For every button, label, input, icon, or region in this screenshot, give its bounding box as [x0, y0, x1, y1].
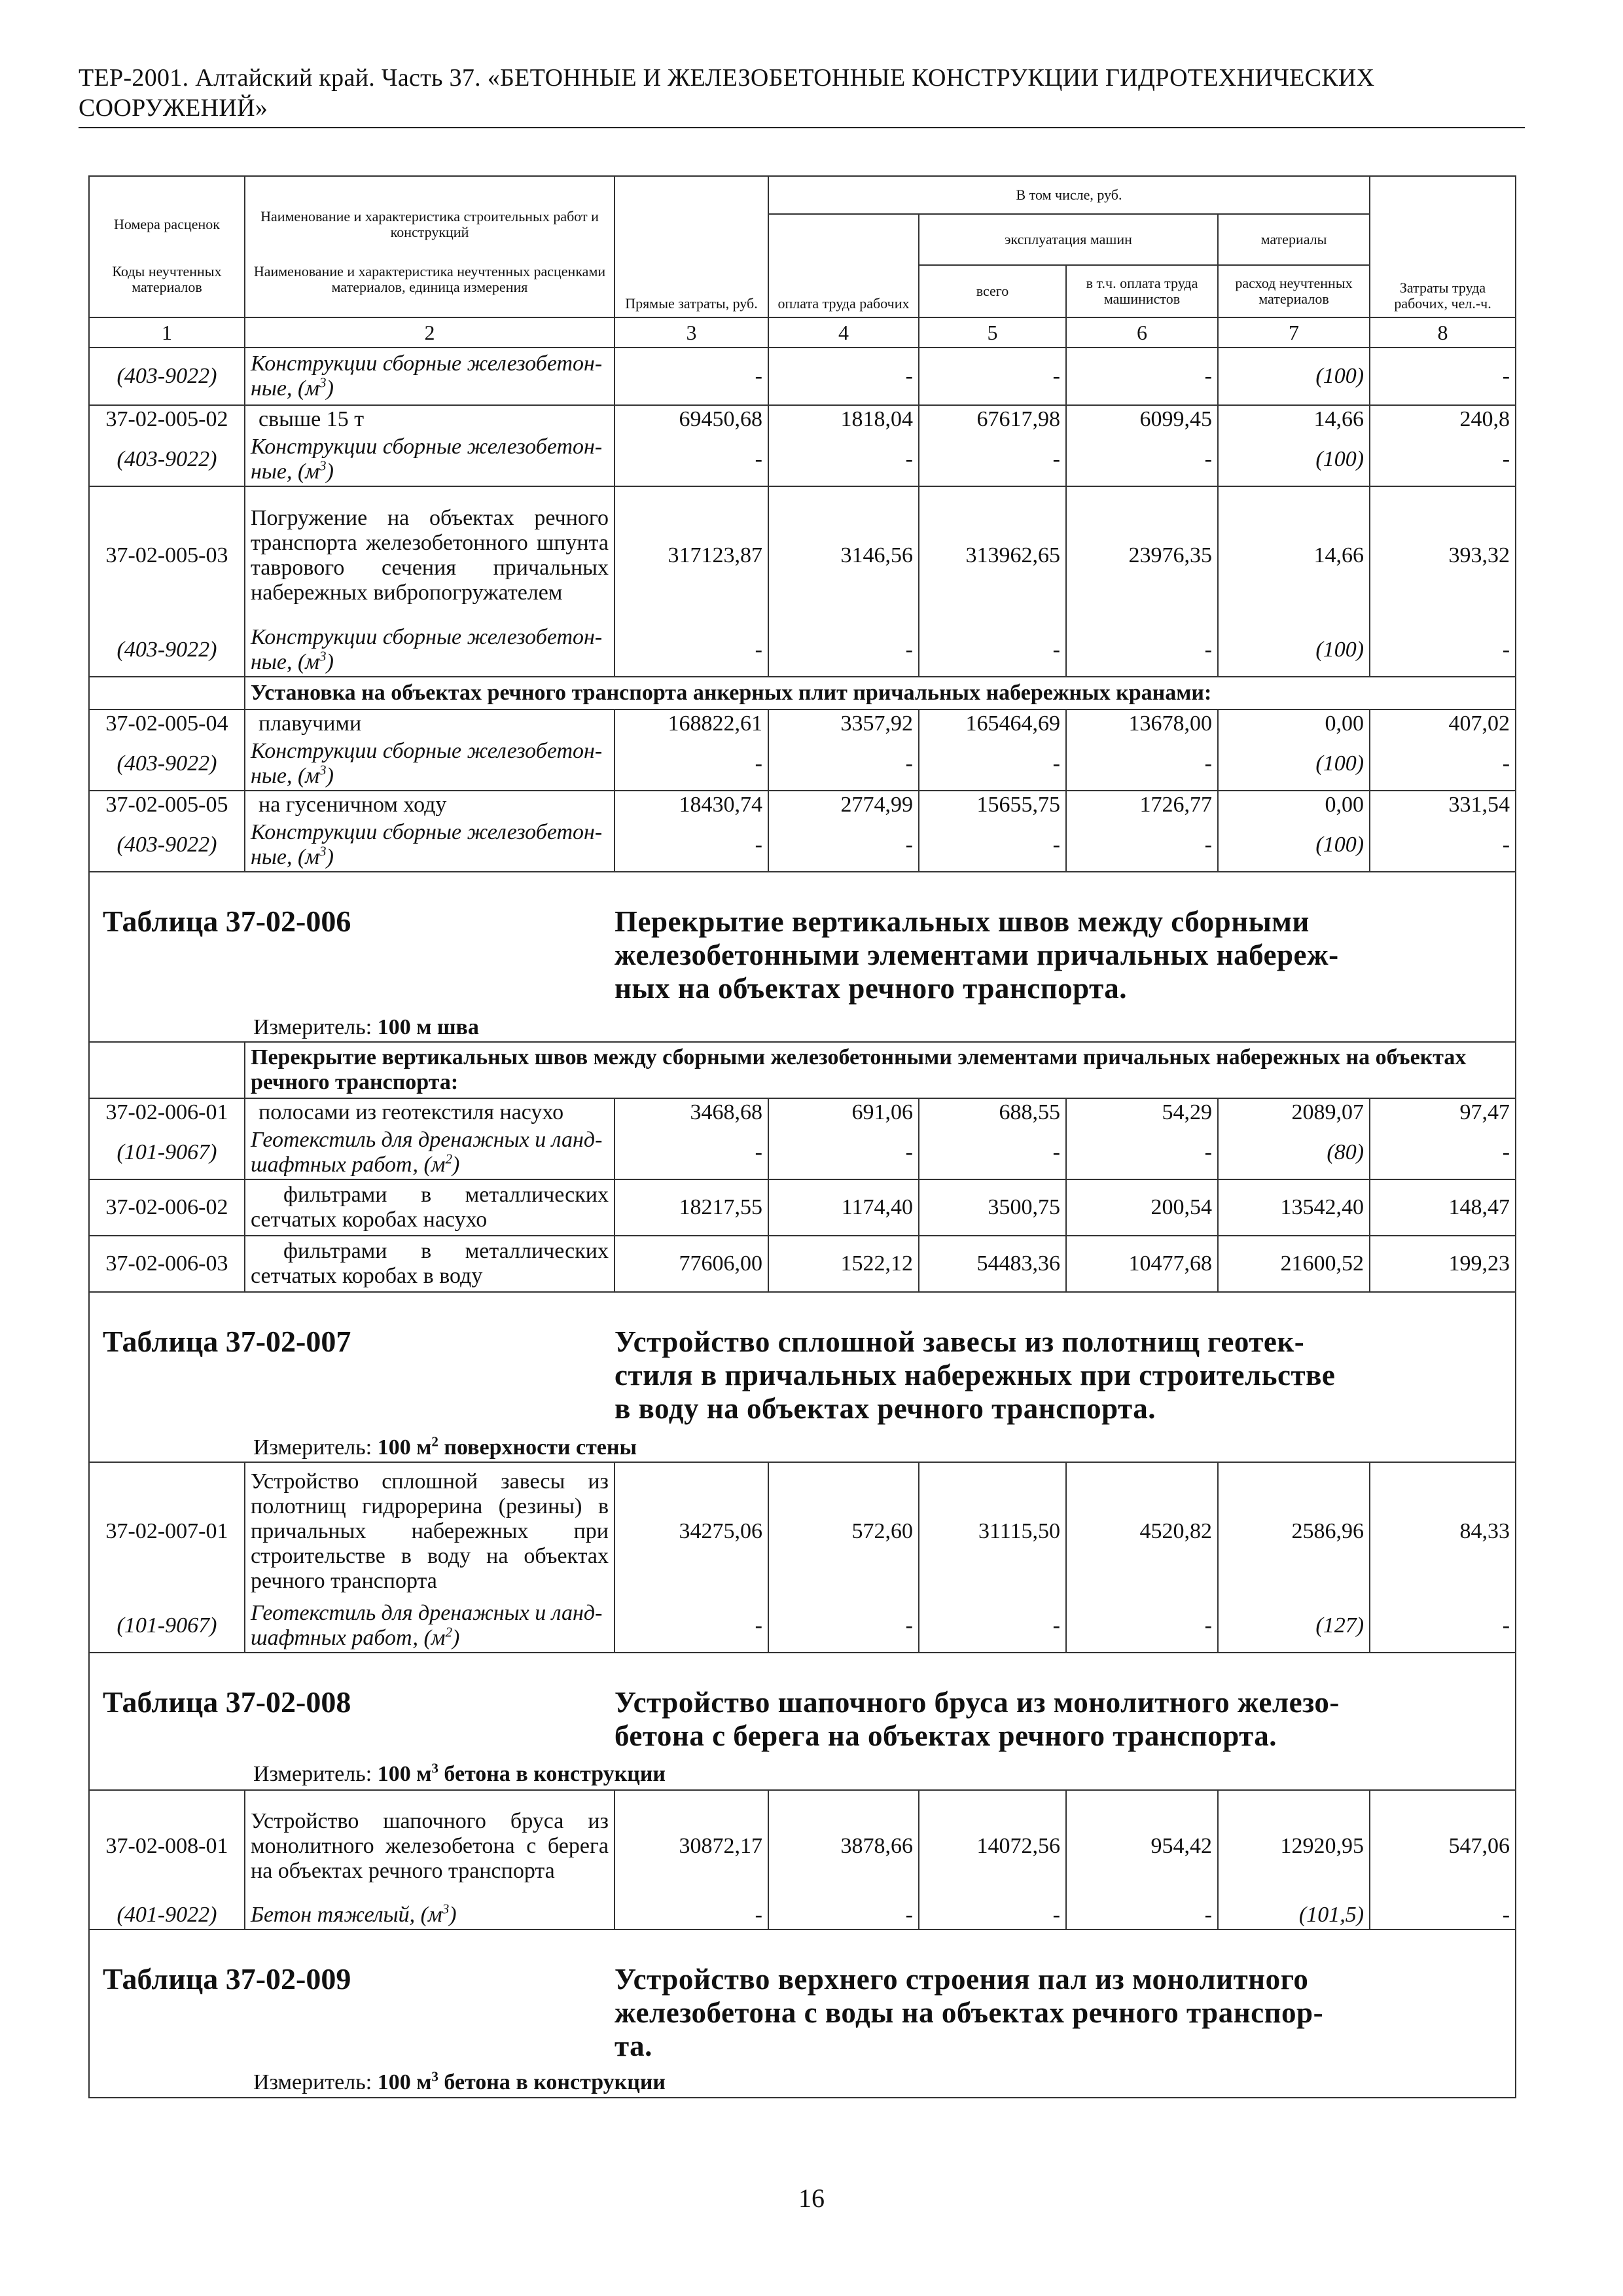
col-number: 6 [1066, 317, 1218, 348]
table-unit: Измеритель: 100 м шва [253, 1015, 479, 1039]
labor-hours: 97,47 [1370, 1098, 1516, 1126]
rate-code: 37-02-006-02 [89, 1179, 245, 1236]
material-cost: 13542,40 [1218, 1179, 1370, 1236]
labor-hours: 199,23 [1370, 1236, 1516, 1292]
direct-cost: 69450,68 [615, 405, 768, 433]
empty-cell: - [919, 738, 1066, 791]
machinist-cost: 13678,00 [1066, 709, 1218, 738]
direct-cost: 317123,87 [615, 486, 768, 624]
material-row [89, 433, 1516, 486]
machinist-cost: 23976,35 [1066, 486, 1218, 624]
table-row [89, 1236, 1516, 1292]
machine-cost: 54483,36 [919, 1236, 1066, 1292]
labor-cost: 2774,99 [768, 791, 919, 819]
empty-cell: - [1370, 738, 1516, 791]
empty-cell: - [615, 1600, 768, 1653]
material-code: (403-9022) [89, 624, 245, 677]
empty-cell: - [919, 433, 1066, 486]
incl-header: В том числе, руб. [768, 176, 1370, 214]
empty-cell: - [1370, 348, 1516, 405]
empty-cell: - [615, 1901, 768, 1929]
section-title: Перекрытие вертикальных швов между сборными железобетонными элементами причальных набережных на объектах речного транспорта: [245, 1042, 1516, 1098]
col1-bottom-label: Коды неучтенных материалов [112, 263, 222, 295]
empty-cell: - [1066, 1126, 1218, 1179]
col-number: 5 [919, 317, 1066, 348]
empty-cell: - [615, 348, 768, 405]
table-title: Таблица 37-02-007 [103, 1325, 351, 1358]
rate-code: 37-02-005-02 [89, 405, 245, 433]
material-name: Бетон тяжелый, $(м^3)$ [245, 1901, 615, 1929]
material-qty: (100) [1218, 348, 1370, 405]
rate-name: плавучими [245, 709, 615, 738]
machine-cost: 15655,75 [919, 791, 1066, 819]
rate-name: фильтрами в металлических сетчатых коробах в воду [245, 1236, 615, 1292]
material-cost: 0,00 [1218, 709, 1370, 738]
material-name: Конструкции сборные железобетон- ные, $(м^3)$ [245, 433, 615, 486]
material-name: Конструкции сборные железобетон- ные, $(м^3)$ [245, 348, 615, 405]
col-number: 4 [768, 317, 919, 348]
empty-cell: - [1066, 1600, 1218, 1653]
material-name: Геотекстиль для дренажных и ланд- шафтных работ, $(м^2)$ [245, 1126, 615, 1179]
table-row [89, 709, 1516, 738]
col2-header [245, 176, 615, 317]
rate-code: 37-02-007-01 [89, 1462, 245, 1600]
col5-header: всего [919, 265, 1066, 317]
empty-cell: - [768, 738, 919, 791]
machine-cost: 31115,50 [919, 1462, 1066, 1600]
table-caption [89, 872, 1516, 1042]
col6-header: в т.ч. оплата труда машинистов [1066, 265, 1218, 317]
machinist-cost: 954,42 [1066, 1790, 1218, 1901]
machinist-cost: 6099,45 [1066, 405, 1218, 433]
rate-code: 37-02-006-03 [89, 1236, 245, 1292]
col-number: 3 [615, 317, 768, 348]
empty-cell: - [768, 1600, 919, 1653]
header-line-2: СООРУЖЕНИЙ» [79, 94, 268, 122]
machinist-cost: 10477,68 [1066, 1236, 1218, 1292]
empty-cell: - [615, 819, 768, 872]
direct-cost: 30872,17 [615, 1790, 768, 1901]
table-row [89, 791, 1516, 819]
rate-name: полосами из геотекстиля насухо [245, 1098, 615, 1126]
section-row [89, 677, 1516, 709]
table-unit: Измеритель: 100 $м^3$ бетона в конструкции [253, 1760, 666, 1786]
empty-cell: - [1370, 624, 1516, 677]
empty-cell: - [615, 624, 768, 677]
machine-cost: 3500,75 [919, 1179, 1066, 1236]
material-row [89, 738, 1516, 791]
empty-cell: - [768, 1126, 919, 1179]
machine-cost: 313962,65 [919, 486, 1066, 624]
table-description: Устройство верхнего строения пал из монолитного железобетона с воды на объектах речного транспор- та. [615, 1963, 1324, 2062]
material-name: Конструкции сборные железобетон- ные, $(м^3)$ [245, 624, 615, 677]
material-cost: 21600,52 [1218, 1236, 1370, 1292]
material-code: (403-9022) [89, 433, 245, 486]
direct-cost: 77606,00 [615, 1236, 768, 1292]
table-header-row [89, 176, 1516, 214]
table-unit: Измеритель: 100 $м^2$ поверхности стены [253, 1433, 637, 1460]
column-numbers-row [89, 317, 1516, 348]
empty-cell: - [919, 819, 1066, 872]
empty-cell: - [919, 1901, 1066, 1929]
col2-top-label: Наименование и характеристика строительных работ и конструкций [260, 208, 599, 240]
material-cost: 0,00 [1218, 791, 1370, 819]
empty-cell: - [768, 819, 919, 872]
material-qty: (101,5) [1218, 1901, 1370, 1929]
table-caption-row [89, 1653, 1516, 1790]
col-number: 8 [1370, 317, 1516, 348]
table-caption-row [89, 872, 1516, 1042]
empty-cell: - [919, 1126, 1066, 1179]
rate-code: 37-02-005-04 [89, 709, 245, 738]
machinist-cost: 4520,82 [1066, 1462, 1218, 1600]
table-caption [89, 1653, 1516, 1790]
material-code: (403-9022) [89, 819, 245, 872]
header-rule [79, 127, 1525, 128]
col1-header [89, 176, 245, 317]
empty-cell: - [1066, 433, 1218, 486]
direct-cost: 34275,06 [615, 1462, 768, 1600]
material-qty: (80) [1218, 1126, 1370, 1179]
empty-cell: - [615, 433, 768, 486]
labor-cost: 3878,66 [768, 1790, 919, 1901]
col1-top-label: Номера расценок [114, 216, 220, 232]
page-header [79, 63, 1531, 123]
table-title: Таблица 37-02-009 [103, 1962, 351, 1996]
table-description: Перекрытие вертикальных швов между сборными железобетонными элементами причальных набереж- ных на объектах речного транспорта. [615, 905, 1339, 1005]
rate-name: Погружение на объектах речного транспорта железобетонного шпунта таврового сечения причальных набережных вибропогружателем [245, 486, 615, 624]
table-row [89, 486, 1516, 624]
table-row [89, 1179, 1516, 1236]
table-caption [89, 1929, 1516, 2098]
empty-cell [89, 1042, 245, 1098]
material-qty: (100) [1218, 738, 1370, 791]
empty-cell: - [1370, 1901, 1516, 1929]
labor-cost: 3146,56 [768, 486, 919, 624]
header-line-1: ТЕР-2001. Алтайский край. Часть 37. «БЕТОННЫЕ И ЖЕЛЕЗОБЕТОННЫЕ КОНСТРУКЦИИ ГИДРОТЕХНИЧЕСКИХ [79, 64, 1375, 92]
section-row [89, 1042, 1516, 1098]
materials-header: материалы [1218, 214, 1370, 265]
material-cost: 14,66 [1218, 486, 1370, 624]
table-caption-row [89, 1929, 1516, 2098]
machine-cost: 688,55 [919, 1098, 1066, 1126]
table-row [89, 405, 1516, 433]
empty-cell: - [1066, 1901, 1218, 1929]
section-title: Установка на объектах речного транспорта анкерных плит причальных набережных кранами: [245, 677, 1516, 709]
rate-name: Устройство шапочного бруса из монолитного железобетона с берега на объектах речного транспорта [245, 1790, 615, 1901]
empty-cell: - [1066, 624, 1218, 677]
table-row [89, 1462, 1516, 1600]
labor-hours: 84,33 [1370, 1462, 1516, 1600]
material-cost: 14,66 [1218, 405, 1370, 433]
material-row [89, 819, 1516, 872]
material-name: Конструкции сборные железобетон- ные, $(м^3)$ [245, 738, 615, 791]
col7-header: расход неучтенных материалов [1218, 265, 1370, 317]
material-qty: (100) [1218, 433, 1370, 486]
material-qty: (100) [1218, 624, 1370, 677]
rates-table [88, 175, 1516, 2098]
empty-cell: - [768, 348, 919, 405]
table-title: Таблица 37-02-008 [103, 1685, 351, 1719]
material-row [89, 348, 1516, 405]
rate-code: 37-02-005-03 [89, 486, 245, 624]
machinist-cost: 54,29 [1066, 1098, 1218, 1126]
material-code: (401-9022) [89, 1901, 245, 1929]
empty-cell: - [768, 1901, 919, 1929]
material-cost: 2586,96 [1218, 1462, 1370, 1600]
empty-cell: - [1066, 738, 1218, 791]
table-row [89, 1098, 1516, 1126]
material-code: (403-9022) [89, 738, 245, 791]
machine-cost: 165464,69 [919, 709, 1066, 738]
labor-cost: 1174,40 [768, 1179, 919, 1236]
empty-cell: - [919, 1600, 1066, 1653]
empty-cell: - [615, 738, 768, 791]
rate-name: фильтрами в металлических сетчатых коробах насухо [245, 1179, 615, 1236]
empty-cell: - [615, 1126, 768, 1179]
machines-header: эксплуатация машин [919, 214, 1218, 265]
labor-hours: 331,54 [1370, 791, 1516, 819]
material-cost: 2089,07 [1218, 1098, 1370, 1126]
direct-cost: 18430,74 [615, 791, 768, 819]
machine-cost: 14072,56 [919, 1790, 1066, 1901]
col4-header: оплата труда рабочих [768, 214, 919, 317]
table-description: Устройство шапочного бруса из монолитного железо- бетона с берега на объектах речного транспорта. [615, 1686, 1340, 1752]
table-caption-row [89, 1292, 1516, 1462]
material-code: (101-9067) [89, 1600, 245, 1653]
empty-cell: - [1370, 433, 1516, 486]
machinist-cost: 200,54 [1066, 1179, 1218, 1236]
rate-code: 37-02-005-05 [89, 791, 245, 819]
rate-code: 37-02-008-01 [89, 1790, 245, 1901]
table-caption [89, 1292, 1516, 1462]
table-title: Таблица 37-02-006 [103, 905, 351, 938]
empty-cell: - [1370, 819, 1516, 872]
col2-bottom-label: Наименование и характеристика неучтенных расценками материалов, единица измерения [253, 263, 606, 295]
rate-name: на гусеничном ходу [245, 791, 615, 819]
empty-cell: - [1066, 819, 1218, 872]
labor-hours: 407,02 [1370, 709, 1516, 738]
rate-name: свыше 15 т [245, 405, 615, 433]
empty-cell: - [768, 624, 919, 677]
direct-cost: 3468,68 [615, 1098, 768, 1126]
empty-cell: - [1370, 1126, 1516, 1179]
labor-hours: 393,32 [1370, 486, 1516, 624]
material-row [89, 1600, 1516, 1653]
machine-cost: 67617,98 [919, 405, 1066, 433]
direct-cost: 168822,61 [615, 709, 768, 738]
page-number: 16 [798, 2183, 825, 2213]
labor-cost: 1522,12 [768, 1236, 919, 1292]
empty-cell: - [768, 433, 919, 486]
empty-cell: - [1370, 1600, 1516, 1653]
labor-cost: 3357,92 [768, 709, 919, 738]
col-number: 1 [89, 317, 245, 348]
machinist-cost: 1726,77 [1066, 791, 1218, 819]
table-description: Устройство сплошной завесы из полотнищ геотек- стиля в причальных набережных при строительстве в воду на объектах речного транспорта. [615, 1325, 1336, 1425]
empty-cell [89, 677, 245, 709]
material-name: Геотекстиль для дренажных и ланд- шафтных работ, $(м^2)$ [245, 1600, 615, 1653]
material-cost: 12920,95 [1218, 1790, 1370, 1901]
labor-hours: 547,06 [1370, 1790, 1516, 1901]
labor-cost: 1818,04 [768, 405, 919, 433]
labor-cost: 572,60 [768, 1462, 919, 1600]
col-number: 2 [245, 317, 615, 348]
material-code: (403-9022) [89, 348, 245, 405]
direct-cost: 18217,55 [615, 1179, 768, 1236]
table-unit: Измеритель: 100 $м^3$ бетона в конструкции [253, 2068, 666, 2094]
material-code: (101-9067) [89, 1126, 245, 1179]
rate-name: Устройство сплошной завесы из полотнищ гидрорерина (резины) в причальных набережных при строительстве в воду на объектах речного транспорта [245, 1462, 615, 1600]
material-qty: (127) [1218, 1600, 1370, 1653]
material-name: Конструкции сборные железобетон- ные, $(м^3)$ [245, 819, 615, 872]
empty-cell: - [919, 348, 1066, 405]
material-qty: (100) [1218, 819, 1370, 872]
empty-cell: - [1066, 348, 1218, 405]
material-row [89, 624, 1516, 677]
material-row [89, 1126, 1516, 1179]
material-row [89, 1901, 1516, 1929]
empty-cell: - [919, 624, 1066, 677]
col3-header: Прямые затраты, руб. [615, 176, 768, 317]
labor-hours: 148,47 [1370, 1179, 1516, 1236]
rate-code: 37-02-006-01 [89, 1098, 245, 1126]
labor-cost: 691,06 [768, 1098, 919, 1126]
col8-header: Затраты труда рабочих, чел.-ч. [1370, 176, 1516, 317]
table-row [89, 1790, 1516, 1901]
col-number: 7 [1218, 317, 1370, 348]
labor-hours: 240,8 [1370, 405, 1516, 433]
